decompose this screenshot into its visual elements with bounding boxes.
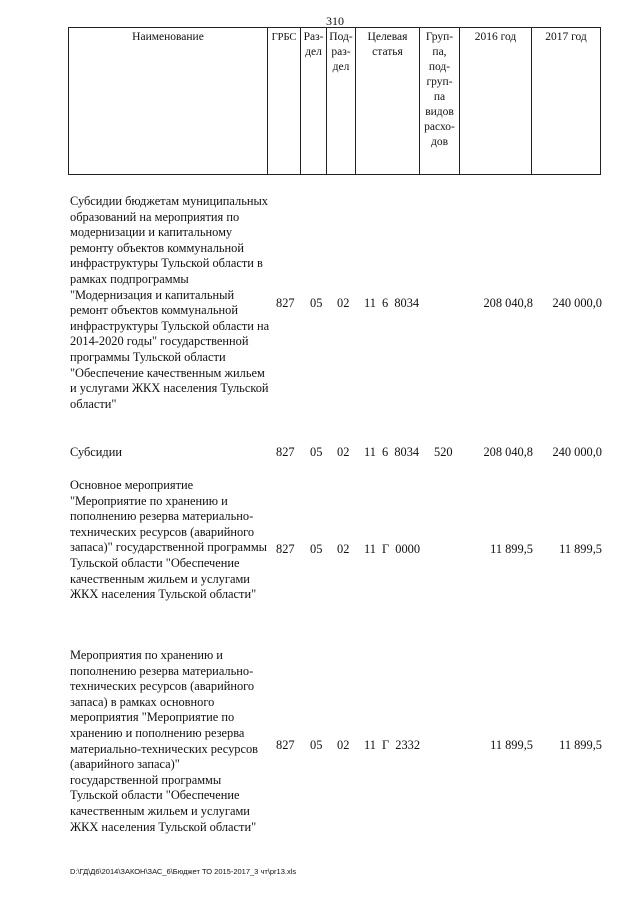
row-2016: 208 040,8 xyxy=(483,445,533,459)
column-header-razdel: Раз- дел xyxy=(301,28,327,175)
row-2017: 11 899,5 xyxy=(559,542,602,556)
row-target: 11 6 8034 xyxy=(364,445,420,459)
row-name: Основное мероприятие "Мероприятие по хранению и пополнению резерва материально-технических ресурсов (аварийного запаса)" государственной программы Тульской области "Обеспечение качественным жильем и услугами ЖКХ населения Тульской области" xyxy=(70,478,268,602)
row-2017: 11 899,5 xyxy=(559,738,602,752)
column-header-name: Наименование xyxy=(69,28,268,175)
row-razdel: 05 xyxy=(310,445,323,459)
row-target: 11 6 8034 xyxy=(364,296,420,310)
row-grbs: 827 xyxy=(276,296,295,310)
row-target: 11 Г 0000 xyxy=(364,542,421,556)
row-2016: 11 899,5 xyxy=(490,738,533,752)
row-group: 520 xyxy=(434,445,453,459)
row-podrazdel: 02 xyxy=(337,738,350,752)
column-header-grbs: ГРБС xyxy=(268,28,301,175)
column-header-2017: 2017 год xyxy=(532,28,601,175)
row-grbs: 827 xyxy=(276,445,295,459)
row-name: Мероприятия по хранению и пополнению резерва материально-технических ресурсов (аварийного запаса) в рамках основного мероприятия "Мероприятие по хранению и пополнению резерва материально-технических ресурсов (аварийного запаса)" государственной программы Тульской области "Обеспечение качественным жильем и услугами ЖКХ населения Тульской области" xyxy=(70,648,259,834)
row-2017: 240 000,0 xyxy=(552,296,602,310)
footer-file-path: D:\ГД\Д6\2014\ЗАКОН\ЗАС_6\Бюджет ТО 2015-2017_3 чт\pr13.xls xyxy=(70,867,297,876)
row-razdel: 05 xyxy=(310,296,323,310)
row-name: Субсидии xyxy=(70,445,122,459)
row-podrazdel: 02 xyxy=(337,445,350,459)
row-grbs: 827 xyxy=(276,542,295,556)
row-2016: 11 899,5 xyxy=(490,542,533,556)
column-header-group: Груп- па, под- груп- па видов расхо- дов xyxy=(420,28,460,175)
table-header xyxy=(68,27,601,175)
column-header-podrazdel: Под- раз- дел xyxy=(327,28,356,175)
row-razdel: 05 xyxy=(310,542,323,556)
row-podrazdel: 02 xyxy=(337,542,350,556)
row-2017: 240 000,0 xyxy=(552,445,602,459)
row-podrazdel: 02 xyxy=(337,296,350,310)
page-number: 310 xyxy=(326,14,344,28)
row-2016: 208 040,8 xyxy=(483,296,533,310)
row-target: 11 Г 2332 xyxy=(364,738,421,752)
column-header-target: Целевая статья xyxy=(356,28,420,175)
row-razdel: 05 xyxy=(310,738,323,752)
row-grbs: 827 xyxy=(276,738,295,752)
column-header-2016: 2016 год xyxy=(460,28,532,175)
row-name: Субсидии бюджетам муниципальных образований на мероприятия по модернизации и капитальному ремонту объектов коммунальной инфраструктуры Тульской области в рамках подпрограммы "Модернизация и капитальный ремонт объектов коммунальной инфраструктуры Тульской области на 2014-2020 годы" государственной программы Тульской области "Обеспечение качественным жильем и услугами ЖКХ населения Тульской области" xyxy=(70,194,270,411)
